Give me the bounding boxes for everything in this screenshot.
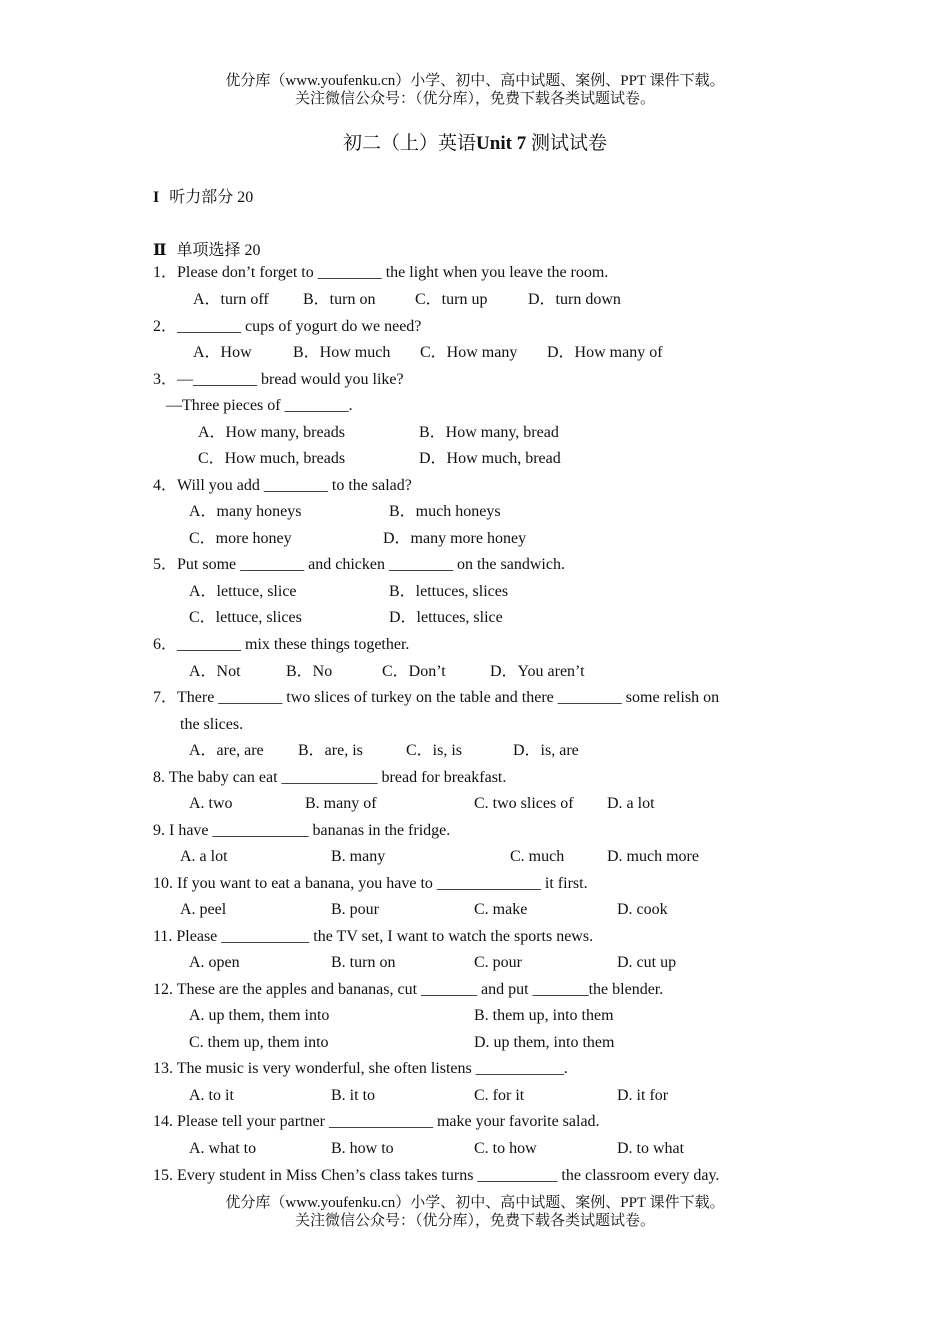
question-11-text: 11. Please ___________ the TV set, I want to watch the sports news. — [153, 928, 594, 945]
page-header — [0, 72, 950, 108]
question-12-option-a[interactable]: A. up them, them into — [189, 1007, 330, 1024]
section-listening — [153, 184, 253, 207]
question-2-option-c[interactable]: C．How many — [420, 344, 518, 361]
question-3-option-c[interactable]: C．How much, breads — [198, 450, 346, 467]
question-2-option-a[interactable]: A．How — [193, 344, 252, 361]
footer-line-1: 优分库（www.youfenku.cn）小学、初中、高中试题、案例、PPT 课件下载。 — [225, 1195, 725, 1211]
section-numeral: Ⅱ — [153, 242, 167, 259]
question-1-option-a[interactable]: A．turn off — [193, 291, 269, 308]
question-13-option-c[interactable]: C. for it — [474, 1087, 525, 1104]
question-13-option-a[interactable]: A. to it — [189, 1087, 234, 1104]
title-unit: Unit 7 — [476, 133, 527, 154]
header-line-2: 关注微信公众号：（优分库），免费下载各类试题试卷。 — [294, 91, 655, 107]
question-13-option-b[interactable]: B. it to — [331, 1087, 376, 1104]
title-prefix: 初二（上）英语 — [343, 133, 477, 154]
question-3-text: 3．—________ bread would you like? — [153, 371, 404, 388]
question-2-option-d[interactable]: D．How many of — [547, 344, 663, 361]
question-5-option-a[interactable]: A．lettuce, slice — [189, 583, 297, 600]
footer-line-2: 关注微信公众号：（优分库），免费下载各类试题试卷。 — [294, 1213, 655, 1229]
question-6-option-b[interactable]: B．No — [286, 663, 333, 680]
question-6-text: 6．________ mix these things together. — [153, 636, 410, 653]
question-8-text: 8. The baby can eat ____________ bread for breakfast. — [153, 769, 507, 786]
question-11-option-d[interactable]: D. cut up — [617, 954, 677, 971]
question-9-option-b[interactable]: B. many — [331, 848, 386, 865]
header-line-1: 优分库（www.youfenku.cn）小学、初中、高中试题、案例、PPT 课件下载。 — [225, 73, 725, 89]
question-11-option-a[interactable]: A. open — [189, 954, 240, 971]
question-4-option-c[interactable]: C．more honey — [189, 530, 292, 547]
question-6-option-c[interactable]: C．Don’t — [382, 663, 446, 680]
question-2-text: 2．________ cups of yogurt do we need? — [153, 318, 422, 335]
question-14-option-d[interactable]: D. to what — [617, 1140, 685, 1157]
question-10-option-b[interactable]: B. pour — [331, 901, 379, 918]
question-12-text: 12. These are the apples and bananas, cut _______ and put _______the blender. — [153, 981, 664, 998]
question-12-option-c[interactable]: C. them up, them into — [189, 1034, 329, 1051]
question-4-option-a[interactable]: A．many honeys — [189, 503, 302, 520]
question-8-option-a[interactable]: A. two — [189, 795, 233, 812]
question-9-option-a[interactable]: A. a lot — [180, 848, 228, 865]
question-11-option-c[interactable]: C. pour — [474, 954, 522, 971]
question-10-option-c[interactable]: C. make — [474, 901, 528, 918]
question-3-option-a[interactable]: A．How many, breads — [198, 424, 345, 441]
question-12-option-b[interactable]: B. them up, into them — [474, 1007, 614, 1024]
question-2-option-b[interactable]: B．How much — [293, 344, 391, 361]
question-6-option-d[interactable]: D．You aren’t — [490, 663, 585, 680]
question-6-option-a[interactable]: A．Not — [189, 663, 241, 680]
question-3-text-cont: —Three pieces of ________. — [166, 397, 353, 414]
section-label: 听力部分 20 — [169, 189, 254, 206]
question-8-option-d[interactable]: D. a lot — [607, 795, 655, 812]
title-suffix: 测试试卷 — [530, 133, 607, 154]
question-14-option-a[interactable]: A. what to — [189, 1140, 257, 1157]
question-1-text: 1．Please don’t forget to ________ the light when you leave the room. — [153, 264, 609, 281]
question-7-text: 7．There ________ two slices of turkey on the table and there ________ some relish on — [153, 689, 720, 706]
question-5-option-c[interactable]: C．lettuce, slices — [189, 609, 302, 626]
question-5-text: 5．Put some ________ and chicken ________ on the sandwich. — [153, 556, 565, 573]
question-15-text: 15. Every student in Miss Chen’s class takes turns __________ the classroom every day. — [153, 1167, 720, 1184]
question-13-option-d[interactable]: D. it for — [617, 1087, 669, 1104]
question-7-option-d[interactable]: D．is, are — [513, 742, 579, 759]
section-choice — [153, 237, 261, 260]
question-5-option-d[interactable]: D．lettuces, slice — [389, 609, 503, 626]
question-1-option-c[interactable]: C．turn up — [415, 291, 488, 308]
question-9-option-d[interactable]: D. much more — [607, 848, 699, 865]
section-label: 单项选择 20 — [176, 242, 261, 259]
question-4-text: 4．Will you add ________ to the salad? — [153, 477, 412, 494]
question-9-option-c[interactable]: C. much — [510, 848, 565, 865]
question-1-option-b[interactable]: B．turn on — [303, 291, 376, 308]
question-4-option-b[interactable]: B．much honeys — [389, 503, 501, 520]
question-8-option-b[interactable]: B. many of — [305, 795, 377, 812]
question-11-option-b[interactable]: B. turn on — [331, 954, 396, 971]
question-7-option-b[interactable]: B．are, is — [298, 742, 363, 759]
question-7-text-cont: the slices. — [180, 716, 244, 733]
section-numeral: I — [153, 189, 160, 206]
question-7-option-a[interactable]: A．are, are — [189, 742, 264, 759]
question-4-option-d[interactable]: D．many more honey — [383, 530, 527, 547]
question-10-option-d[interactable]: D. cook — [617, 901, 668, 918]
page-title — [0, 128, 950, 155]
question-3-option-d[interactable]: D．How much, bread — [419, 450, 561, 467]
question-10-text: 10. If you want to eat a banana, you have to _____________ it first. — [153, 875, 588, 892]
question-8-option-c[interactable]: C. two slices of — [474, 795, 574, 812]
question-5-option-b[interactable]: B．lettuces, slices — [389, 583, 509, 600]
question-14-text: 14. Please tell your partner _____________ make your favorite salad. — [153, 1113, 600, 1130]
page-footer — [0, 1194, 950, 1230]
question-12-option-d[interactable]: D. up them, into them — [474, 1034, 615, 1051]
question-13-text: 13. The music is very wonderful, she often listens ___________. — [153, 1060, 568, 1077]
question-7-option-c[interactable]: C．is, is — [406, 742, 463, 759]
question-1-option-d[interactable]: D．turn down — [528, 291, 621, 308]
question-3-option-b[interactable]: B．How many, bread — [419, 424, 559, 441]
question-14-option-b[interactable]: B. how to — [331, 1140, 394, 1157]
question-10-option-a[interactable]: A. peel — [180, 901, 227, 918]
question-14-option-c[interactable]: C. to how — [474, 1140, 537, 1157]
question-9-text: 9. I have ____________ bananas in the fridge. — [153, 822, 451, 839]
